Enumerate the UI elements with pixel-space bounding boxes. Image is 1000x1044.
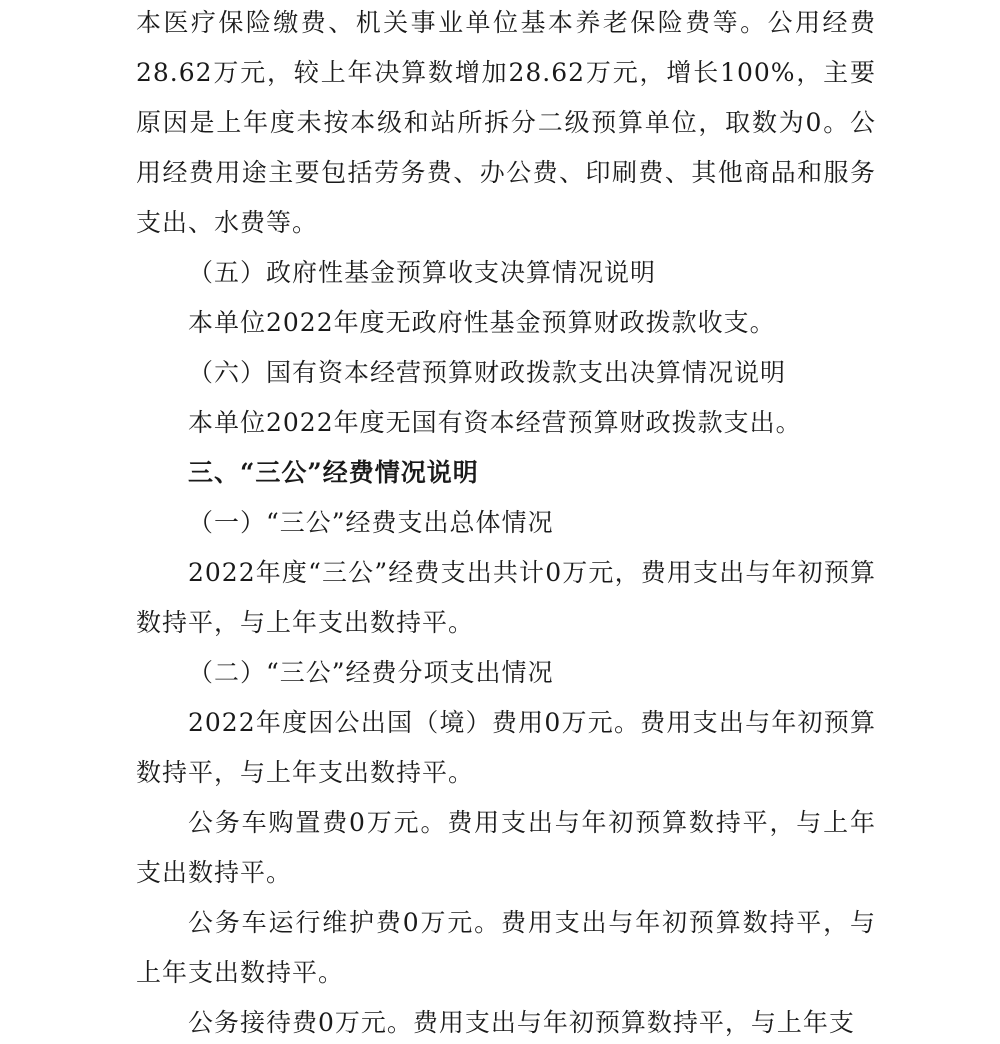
- section-heading-three-public-expenses: 三、“三公”经费情况说明: [188, 458, 479, 487]
- paragraph-overseas-travel-expense: 2022年度因公出国（境）费用0万元。费用支出与年初预算数持平，与上年支出数持平。: [136, 708, 876, 787]
- paragraph-vehicle-purchase-expense: 公务车购置费0万元。费用支出与年初预算数持平，与上年支出数持平。: [136, 808, 876, 887]
- document-body: [136, 0, 876, 1044]
- paragraph-three-public-overall: 2022年度“三公”经费支出共计0万元，费用支出与年初预算数持平，与上年支出数持平。: [136, 558, 876, 637]
- paragraph-vehicle-maintenance-expense: 公务车运行维护费0万元。费用支出与年初预算数持平，与上年支出数持平。: [136, 908, 876, 987]
- paragraph-official-reception-expense: 公务接待费0万元。费用支出与年初预算数持平，与上年支: [188, 1008, 855, 1037]
- heading-three-public-overall: （一）“三公”经费支出总体情况: [188, 508, 554, 537]
- heading-state-capital-budget: （六）国有资本经营预算财政拨款支出决算情况说明: [188, 358, 787, 387]
- heading-government-fund-budget: （五）政府性基金预算收支决算情况说明: [188, 258, 657, 287]
- paragraph-government-fund-budget: 本单位2022年度无政府性基金预算财政拨款收支。: [188, 308, 776, 337]
- paragraph-state-capital-budget: 本单位2022年度无国有资本经营预算财政拨款支出。: [188, 408, 802, 437]
- paragraph-public-expense-detail: 本医疗保险缴费、机关事业单位基本养老保险费等。公用经费28.62万元，较上年决算数增加28.62万元，增长100%，主要原因是上年度未按本级和站所拆分二级预算单位，取数为0。公用经费用途主要包括劳务费、办公费、印刷费、其他商品和服务支出、水费等。: [136, 8, 876, 237]
- heading-three-public-itemized: （二）“三公”经费分项支出情况: [188, 658, 554, 687]
